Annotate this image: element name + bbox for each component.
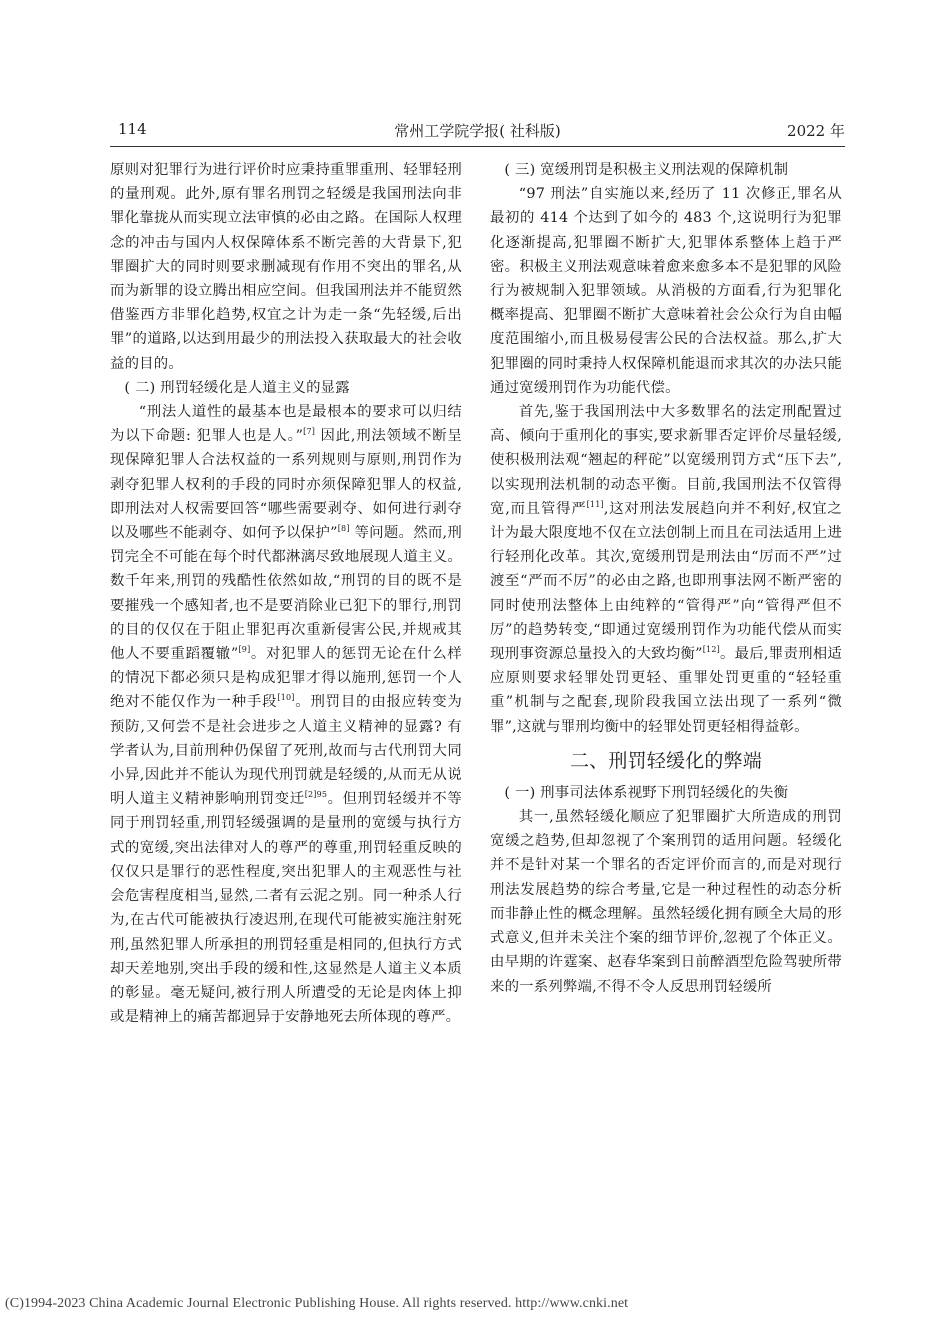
text-segment: 。对犯罪人的惩罚无论在什么样的情况下都必须只是构成犯罪才得以施刑,惩罚一个人绝对不能仅作为一种手段: [110, 646, 462, 711]
paragraph-criminal-law-revisions: “97 刑法”自实施以来,经历了 11 次修正,罪名从最初的 414 个达到了如今的 483 个,这说明行为犯罪化逐渐提高,犯罪圈不断扩大,犯罪体系整体上趋于严密。积极主义刑法观意味着愈来愈多本不是犯罪的风险行为被规制入犯罪领域。从消极的方面看,行为犯罪化概率提高、犯罪圈不断扩大意味着社会公众行为自由幅度范围缩小,而且极易侵害公民的合法权益。那么,扩大犯罪圈的同时秉持人权保障机能退而求其次的办法只能通过宽缓刑罚作为功能代偿。: [490, 186, 842, 396]
header-rule: [110, 146, 845, 147]
publication-year: 2022 年: [787, 122, 845, 140]
left-column: [110, 158, 462, 1029]
citation-9: [9]: [238, 645, 251, 655]
text-segment: 。最后,罪责刑相适应原则要求轻罪处罚更轻、重罪处罚更重的“轻轻重重”机制与之配套,现阶段我国立法出现了一系列“微罪”,这就与罪刑均衡中的轻罪处罚更轻相得益彰。: [490, 646, 842, 735]
paragraph-humanitarianism: [110, 400, 462, 1029]
text-segment: 。刑罚目的由报应转变为预防,又何尝不是社会进步之人道主义精神的显露? 有学者认为,目前刑种仍保留了死刑,故而与古代刑罚大同小异,因此并不能认为现代刑罚就是轻缓的,从而无从说明人道主义精神影响刑罚变迁: [110, 694, 463, 808]
journal-title: 常州工学院学报( 社科版): [394, 122, 561, 140]
citation-8: [8]: [337, 524, 350, 534]
text-segment: 首先,鉴于我国刑法中大多数罪名的法定刑配置过高、倾向于重刑化的事实,要求新罪否定评价尽量轻缓,使积极刑法观“翘起的秤砣”以宽缓刑罚方式“压下去”,以实现刑法机制的动态平衡。目前,我国刑法不仅管得宽,而且管得严: [490, 404, 842, 517]
text-segment: 。但刑罚轻缓并不等同于刑罚轻重,刑罚轻缓强调的是量刑的宽缓与执行方式的宽缓,突出法律对人的尊严的尊重,刑罚轻重反映的仅仅只是罪行的恶性程度,突出犯罪人的主观恶性与社会危害程度相当,显然,二者有云泥之别。同一种杀人行为,在古代可能被执行凌迟刑,在现代可能被实施注射死刑,虽然犯罪人所承担的刑罚轻重是相同的,但执行方式却天差地别,突出手段的缓和性,这显然是人道主义本质的彰显。毫无疑问,被行刑人所遭受的无论是肉体上抑或是精神上的痛苦都迥异于安静地死去所体现的尊严。: [110, 791, 462, 1026]
text-segment: 因此,刑法领域不断呈现保障犯罪人合法权益的一系列规则与原则,刑罚作为剥夺犯罪人权利的手段的同时亦须保障犯罪人的权益,即刑法对人权需要回答“哪些需要剥夺、如何进行剥夺以及哪些不能剥夺、如何予以保护”: [110, 428, 462, 542]
text-segment: 等问题。然而,刑罚完全不可能在每个时代都淋漓尽致地展现人道主义。数千年来,刑罚的残酷性依然如故,“刑罚的目的既不是要摧残一个感知者,也不是要消除业已犯下的罪行,刑罚的目的仅仅在于阻止罪犯再次重新侵害公民,并规戒其他人不要重蹈覆辙”: [110, 525, 463, 663]
section-heading: 二、刑罚轻缓化的弊端: [569, 749, 762, 772]
subsection-heading-2: ( 二) 刑罚轻缓化是人道主义的显露: [124, 379, 350, 396]
page-number: 114: [118, 120, 147, 138]
citation-10: [10]: [277, 693, 295, 703]
page-header: [110, 118, 845, 142]
copyright-footer: (C)1994-2023 China Academic Journal Electronic Publishing House. All rights reserved. http://www.cnki.net: [5, 1296, 629, 1311]
paragraph-individual-cases: 其一,虽然轻缓化顺应了犯罪圈扩大所造成的刑罚宽缓之趋势,但却忽视了个案刑罚的适用问题。轻缓化并不是针对某一个罪名的否定评价而言的,而是对现行刑法发展趋势的综合考量,它是一种过程性的动态分析而非静止性的概念理解。虽然轻缓化拥有顾全大局的形式意义,但并未关注个案的细节评价,忽视了个体正义。由早期的许霆案、赵春华案到日前醉酒型危险驾驶所带来的一系列弊端,不得不令人反思刑罚轻缓所: [490, 809, 842, 995]
paragraph-first-second-last: [490, 400, 842, 739]
paragraph-continuation: 原则对犯罪行为进行评价时应秉持重罪重刑、轻罪轻刑的量刑观。此外,原有罪名刑罚之轻缓是我国刑法向非罪化靠拢从而实现立法审慎的必由之路。在国际人权理念的冲击与国内人权保障体系不断完善的大背景下,犯罪圈扩大的同时则要求删减现有作用不突出的罪名,从而为新罪的设立腾出相应空间。但我国刑法并不能贸然借鉴西方非罪化趋势,权宜之计为走一条“先轻缓,后出罪”的道路,以达到用最少的刑法投入获取最大的社会收益的目的。: [110, 162, 462, 372]
text-segment: ,这对刑法发展趋向并不利好,权宜之计为最大限度地不仅在立法创制上而且在司法适用上进行轻刑化改革。其次,宽缓刑罚是刑法由“厉而不严”过渡至“严而不厉”的必由之路,也即刑事法网不断严密的同时使刑法整体上由纯粹的“管得严”向“管得严但不厉”的趋势转变,“即通过宽缓刑罚作为功能代偿从而实现刑事资源总量投入的大致均衡”: [490, 500, 842, 663]
text-segment: “刑法人道性的最基本也是最根本的要求可以归结为以下命题: 犯罪人也是人。”: [110, 404, 462, 445]
subsection-heading-1: ( 一) 刑事司法体系视野下刑罚轻缓化的失衡: [504, 784, 789, 801]
right-column: [490, 158, 842, 999]
subsection-heading-3: ( 三) 宽缓刑罚是积极主义刑法观的保障机制: [504, 162, 789, 178]
citation-11: [11]: [586, 500, 604, 510]
citation-7: [7]: [303, 427, 316, 437]
citation-2: [2]95: [304, 790, 328, 800]
citation-12: [12]: [702, 645, 720, 655]
